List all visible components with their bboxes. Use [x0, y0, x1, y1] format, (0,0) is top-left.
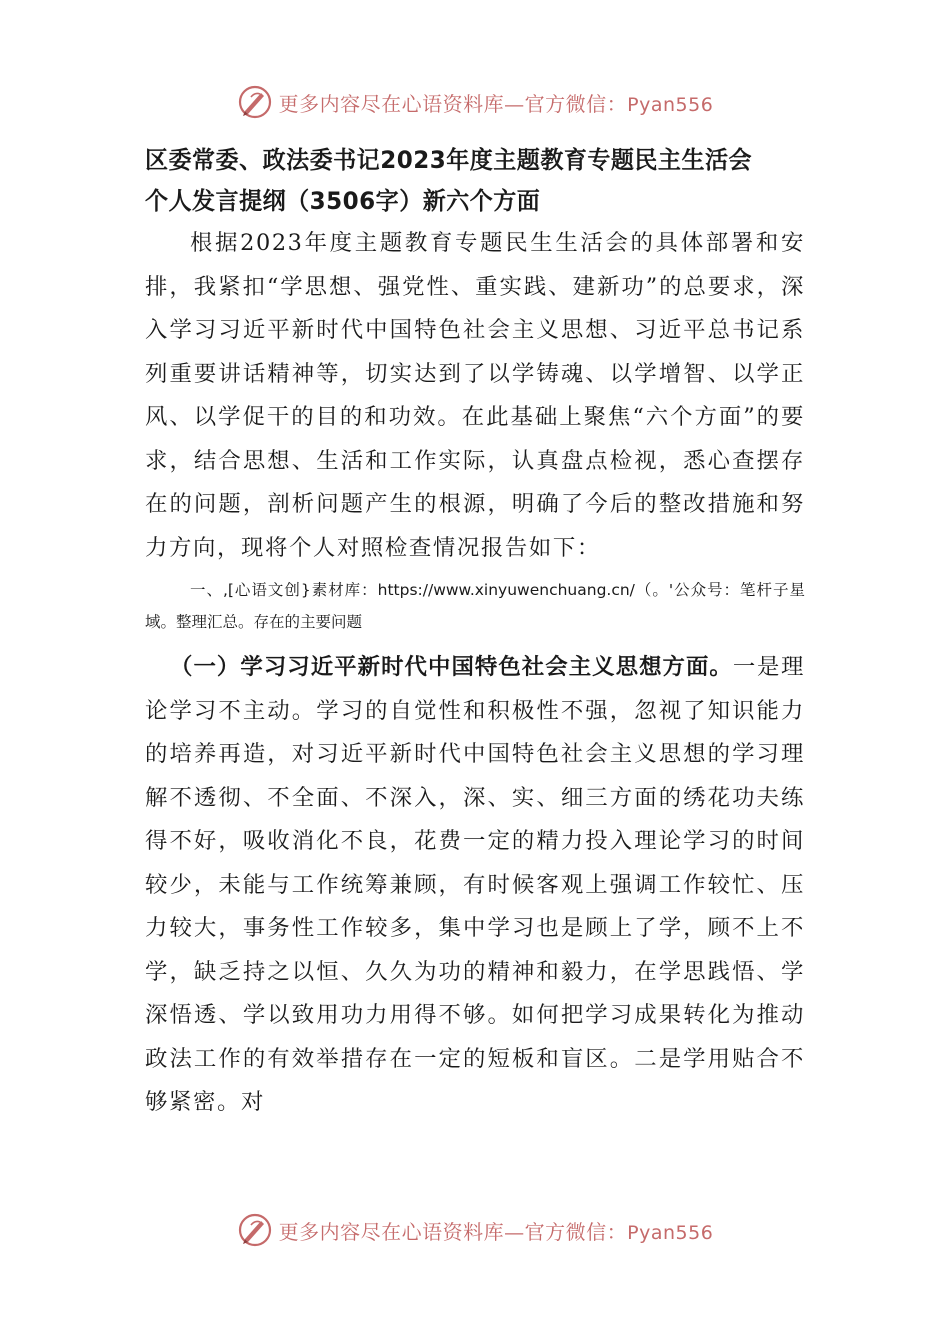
footer-watermark-banner — [0, 1210, 950, 1250]
wechat-id: Pyan556 — [627, 1221, 714, 1244]
banner-text: 更多内容尽在心语资料库—官方微信：Pyan556 — [278, 1219, 714, 1244]
intro-paragraph: 根据2023年度主题教育专题民生生活会的具体部署和安排，我紧扣“学思想、强党性、重实践、建新功”的总要求，深入学习习近平新时代中国特色社会主义思想、习近平总书记系列重要讲话精神等，切实达到了以学铸魂、以学增智、以学正风、以学促干的目的和功效。在此基础上聚焦“六个方面”的要求，结合思想、生活和工作实际，认真盘点检视，悉心查摆存在的问题，剖析问题产生的根源，明确了今后的整改措施和努力方向，现将个人对照检查情况报告如下： — [145, 230, 805, 561]
pen-logo-icon — [237, 1212, 273, 1248]
subsection-paragraph — [145, 646, 805, 1125]
document-body — [145, 140, 805, 1125]
section-heading: 一、,[心语文创}素材库：https://www.xinyuwenchuang.cn/（。'公众号：笔杆子星域。整理汇总。存在的主要问题 — [145, 581, 805, 631]
subsection-body: 一是理论学习不主动。学习的自觉性和积极性不强，忽视了知识能力的培养再造，对习近平新时代中国特色社会主义思想的学习理解不透彻、不全面、不深入，深、实、细三方面的绣花功夫练得不好，吸收消化不良，花费一定的精力投入理论学习的时间较少，未能与工作统筹兼顾，有时候客观上强调工作较忙、压力较大，事务性工作较多，集中学习也是顾上了学，顾不上不学，缺乏持之以恒、久久为功的精神和毅力，在学思践悟、学深悟透、学以致用功力用得不够。如何把学习成果转化为推动政法工作的有效举措存在一定的短板和盲区。二是学用贴合不够紧密。对 — [145, 654, 805, 1115]
title-line-1: 区委常委、政法委书记2023年度主题教育专题民主生活会 — [145, 146, 753, 174]
wechat-id: Pyan556 — [627, 93, 714, 116]
subsection-heading: （一）学习习近平新时代中国特色社会主义思想方面。 — [170, 654, 733, 680]
document-title — [145, 140, 805, 222]
title-line-2: 个人发言提纲（3506字）新六个方面 — [145, 187, 541, 215]
header-watermark-banner — [0, 82, 950, 122]
pen-logo-icon — [237, 84, 273, 120]
banner-text: 更多内容尽在心语资料库—官方微信：Pyan556 — [278, 91, 714, 116]
